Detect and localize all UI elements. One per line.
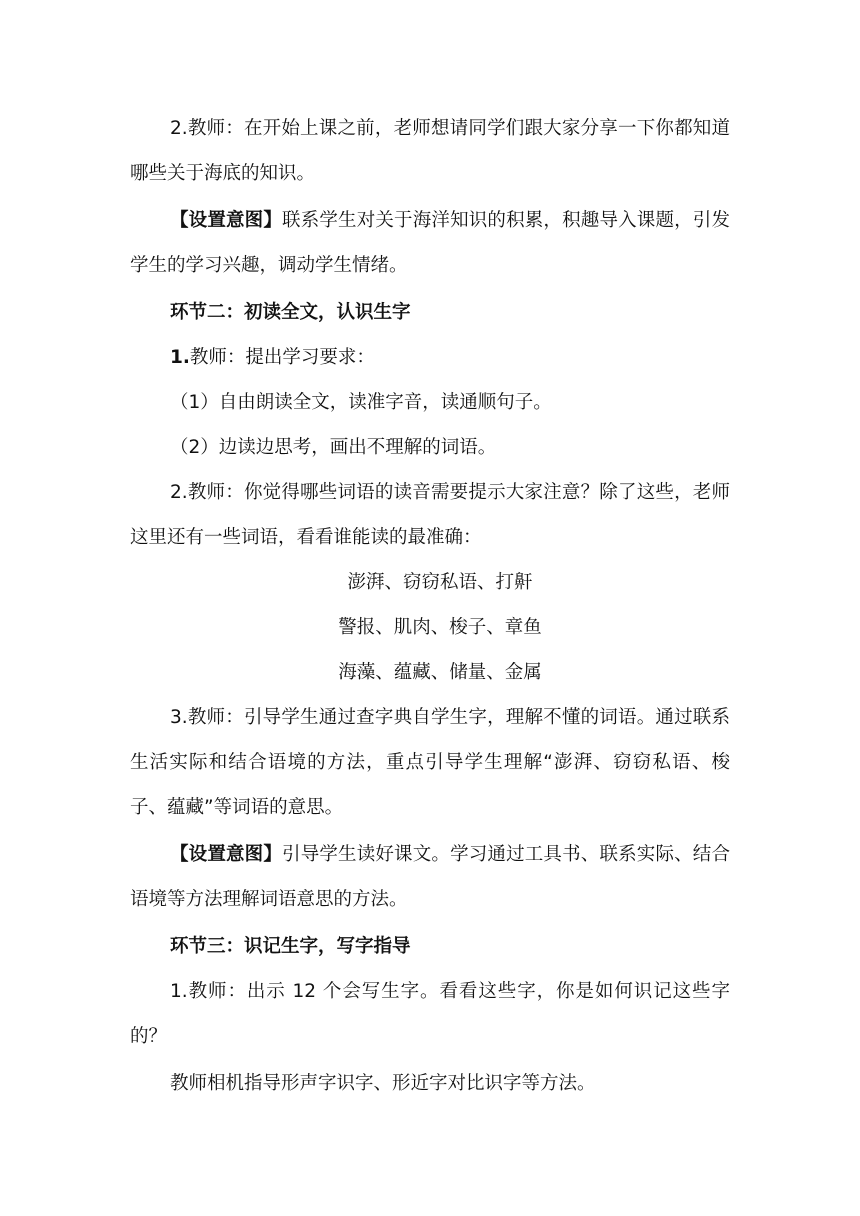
intent-text: 联系学生对关于海洋知识的积累，积趣导入课题，引发学生的学习兴趣，调动学生情绪。: [130, 210, 730, 276]
paragraph-pronunciation: 2.教师：你觉得哪些词语的读音需要提示大家注意？除了这些，老师这里还有一些词语，看看谁能读的最准确：: [130, 482, 730, 548]
item-number: 1.: [170, 347, 190, 368]
paragraph-teacher-guidance: 教师相机指导形声字识字、形近字对比识字等方法。: [170, 1073, 596, 1094]
section-heading-2: 环节二：初读全文，认识生字: [170, 302, 411, 323]
intent-text: 引导学生读好课文。学习通过工具书、联系实际、结合语境等方法理解词语意思的方法。: [130, 844, 730, 910]
requirement-2: （2）边读边思考，画出不理解的词语。: [170, 437, 497, 458]
word-list-line-3: 海藻、蕴藏、储量、金属: [338, 662, 542, 683]
intent-label: 【设置意图】: [170, 844, 283, 865]
paragraph-text: 2.教师：在开始上课之前，老师想请同学们跟大家分享一下你都知道哪些关于海底的知识。: [130, 118, 730, 184]
paragraph-design-intent-1: [130, 198, 730, 288]
paragraph-learning-requirements: [130, 335, 730, 380]
document-page: [130, 106, 730, 1106]
item-text: 教师：提出学习要求：: [189, 347, 375, 368]
paragraph-writing-chars: 1.教师：出示 12 个会写生字。看看这些字，你是如何识记这些字的？: [130, 981, 730, 1047]
intent-label: 【设置意图】: [170, 210, 283, 231]
word-list-line-1: 澎湃、窃窃私语、打鼾: [347, 572, 533, 593]
paragraph-dictionary: 3.教师：引导学生通过查字典自学生字，理解不懂的词语。通过联系生活实际和结合语境的方法，重点引导学生理解“澎湃、窃窃私语、梭子、蕴藏”等词语的意思。: [130, 707, 730, 818]
paragraph-teacher-share: [130, 106, 730, 196]
section-heading-3: 环节三：识记生字，写字指导: [170, 936, 411, 957]
word-list-line-2: 警报、肌肉、梭子、章鱼: [338, 617, 542, 638]
requirement-1: （1）自由朗读全文，读准字音，读通顺句子。: [170, 392, 552, 413]
paragraph-design-intent-2: [130, 832, 730, 922]
